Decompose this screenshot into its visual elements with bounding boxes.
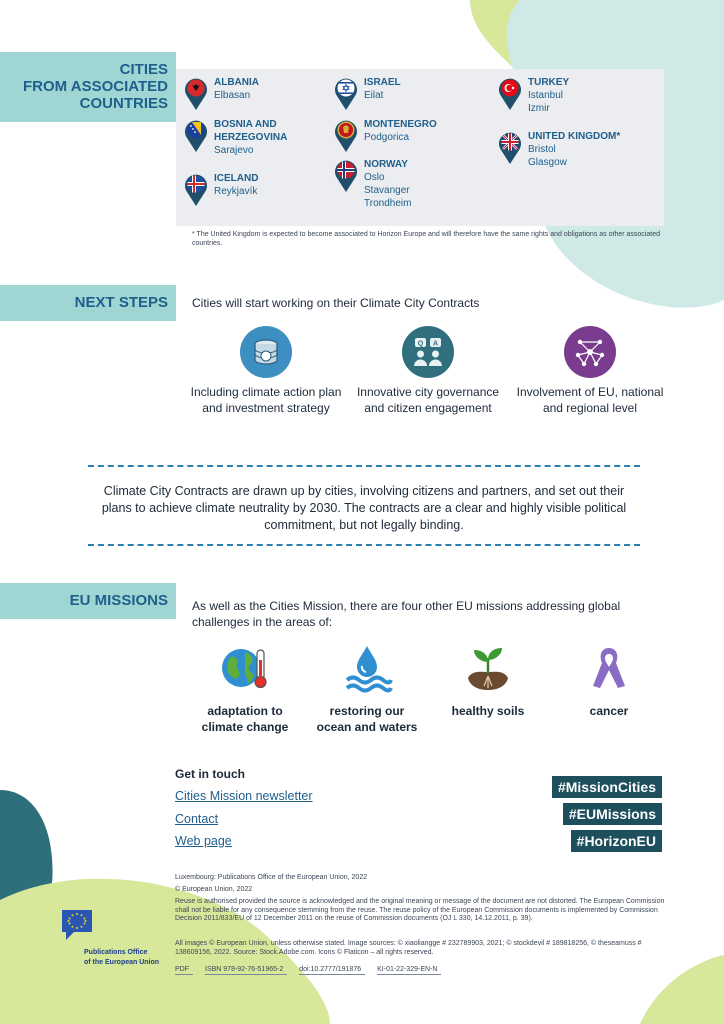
norway-flag-pin-icon [334, 158, 358, 192]
country-bosnia [184, 118, 304, 157]
country-name: ICELAND [214, 173, 259, 184]
albania-flag-pin-icon [184, 76, 208, 110]
step-label: Involvement of EU, national and regional level [516, 385, 664, 415]
globe-thermometer-icon [219, 642, 271, 694]
country-iceland [184, 172, 258, 206]
mission-healthy-soils [428, 642, 548, 719]
mission-ocean-waters [307, 642, 427, 735]
city-name: Eilat [364, 90, 384, 101]
mission-label-line1: healthy soils [451, 704, 525, 718]
step-climate-action [186, 326, 346, 416]
mission-climate-adaptation [185, 642, 305, 735]
legal-reuse-text: Reuse is authorised provided the source is acknowledged and the original meaning or message of the document are not distorted. The European Commission shall not be liable for any consequence stemming from the reuse. The reuse policy of the European Commission documents is implemented by Commission Decision 2011/833/EU of 12 December 2011 on the reuse of Commission documents (OJ L 330, 14.12.2011, p. 39). [175, 898, 665, 922]
cities-title-line1: CITIES [119, 61, 168, 78]
turkey-flag-pin-icon [498, 76, 522, 110]
eu-flag-logo-icon [60, 908, 100, 942]
bosnia-flag-pin-icon [184, 118, 208, 152]
contact-link[interactable]: Contact [175, 812, 219, 826]
uk-footnote: * The United Kingdom is expected to become associated to Horizon Europe and will therefore have the same rights and obligations as other associated countries. [192, 231, 660, 247]
country-israel [334, 76, 401, 110]
publisher-line1: Publications Office [84, 949, 148, 956]
next-steps-intro: Cities will start working on their Climate City Contracts [192, 296, 480, 310]
eu-missions-intro: As well as the Cities Mission, there are four other EU missions addressing global challenges in the areas of: [192, 599, 621, 629]
city-name: Oslo [364, 172, 385, 183]
city-name: Glasgow [528, 157, 567, 168]
svg-text:A: A [432, 340, 439, 348]
qa-people-icon [402, 326, 454, 378]
pdf-label: PDF [175, 966, 193, 975]
svg-text:Q: Q [417, 340, 424, 348]
country-name: ISRAEL [364, 77, 401, 88]
dashed-divider-bottom [88, 544, 640, 546]
city-name: Reykjavík [214, 186, 258, 197]
mission-label-line1: restoring our [329, 704, 405, 718]
sprout-soil-icon [462, 642, 514, 694]
coins-icon [240, 326, 292, 378]
bottom-right-lime-blob [640, 955, 724, 1024]
publication-meta-row [175, 966, 453, 975]
city-name: Podgorica [364, 132, 410, 143]
step-label: Including climate action plan and investment strategy [190, 385, 342, 415]
country-name: ALBANIA [214, 77, 259, 88]
hashtag-eu-missions: #EUMissions [563, 803, 662, 825]
newsletter-link[interactable]: Cities Mission newsletter [175, 789, 313, 803]
hashtag-horizon-eu: #HorizonEU [571, 830, 662, 852]
publisher-line2: of the European Union [84, 959, 160, 966]
legal-copyright-line: © European Union, 2022 [175, 886, 253, 893]
country-name: UNITED KINGDOM* [528, 131, 621, 142]
country-name: MONTENEGRO [364, 119, 437, 130]
cities-section-title [0, 52, 176, 122]
cities-title-line3: COUNTRIES [79, 95, 168, 112]
city-name: Sarajevo [214, 145, 254, 156]
step-involvement [510, 326, 670, 416]
isbn-label: ISBN 978-92-76-51965-2 [205, 966, 287, 975]
israel-flag-pin-icon [334, 76, 358, 110]
city-name: Stavanger [364, 185, 410, 196]
uk-flag-pin-icon [498, 130, 522, 164]
get-in-touch-heading: Get in touch [175, 767, 245, 781]
climate-city-contracts-text: Climate City Contracts are drawn up by cities, involving citizens and partners, and set out their plans to achieve climate neutrality by 2030. The contracts are a clear and highly visible political commitment, but not legally binding. [101, 484, 627, 532]
city-name: Bristol [528, 144, 556, 155]
country-turkey [498, 76, 569, 115]
web-page-link[interactable]: Web page [175, 834, 232, 848]
mission-label-line1: adaptation to [207, 704, 283, 718]
water-drop-waves-icon [341, 642, 393, 694]
country-name: NORWAY [364, 159, 408, 170]
legal-image-sources: All images © European Union, unless otherwise stated. Image sources: © xiaoliangge # 232789903, 2021; © stockdevil # 189818256, © theseamuss # 138609156, 2022. Source: Stock.Adobe.com. Icons © Flaticon – all rights reserved. [175, 940, 642, 956]
country-name: BOSNIA AND HERZEGOVINA [214, 119, 288, 143]
iceland-flag-pin-icon [184, 172, 208, 206]
mission-label-line2: climate change [201, 720, 289, 734]
doi-label: doi:10.2777/191876 [299, 966, 365, 975]
country-norway [334, 158, 411, 210]
legal-publisher-line: Luxembourg: Publications Office of the European Union, 2022 [175, 874, 368, 881]
dashed-divider-top [88, 465, 640, 467]
country-montenegro [334, 118, 437, 152]
city-name: Istanbul [528, 90, 564, 101]
publications-office-logo [60, 908, 170, 967]
mission-label-line1: cancer [589, 704, 629, 718]
montenegro-flag-pin-icon [334, 118, 358, 152]
network-icon [564, 326, 616, 378]
step-label: Innovative city governance and citizen engagement [356, 385, 500, 415]
city-name: Elbasan [214, 90, 251, 101]
country-albania [184, 76, 259, 110]
mission-cancer [549, 642, 669, 719]
city-name: Izmir [528, 103, 550, 114]
mission-label-line2: ocean and waters [316, 720, 418, 734]
country-united-kingdom [498, 130, 620, 169]
city-name: Trondheim [364, 198, 412, 209]
catalogue-number: KI-01-22-329-EN-N [377, 966, 441, 975]
next-steps-title: NEXT STEPS [0, 285, 176, 321]
step-governance [348, 326, 508, 416]
eu-missions-title: EU MISSIONS [0, 583, 176, 619]
cities-title-line2: FROM ASSOCIATED [23, 78, 168, 95]
ribbon-icon [583, 642, 635, 694]
hashtag-mission-cities: #MissionCities [552, 776, 662, 798]
country-name: TURKEY [528, 77, 570, 88]
